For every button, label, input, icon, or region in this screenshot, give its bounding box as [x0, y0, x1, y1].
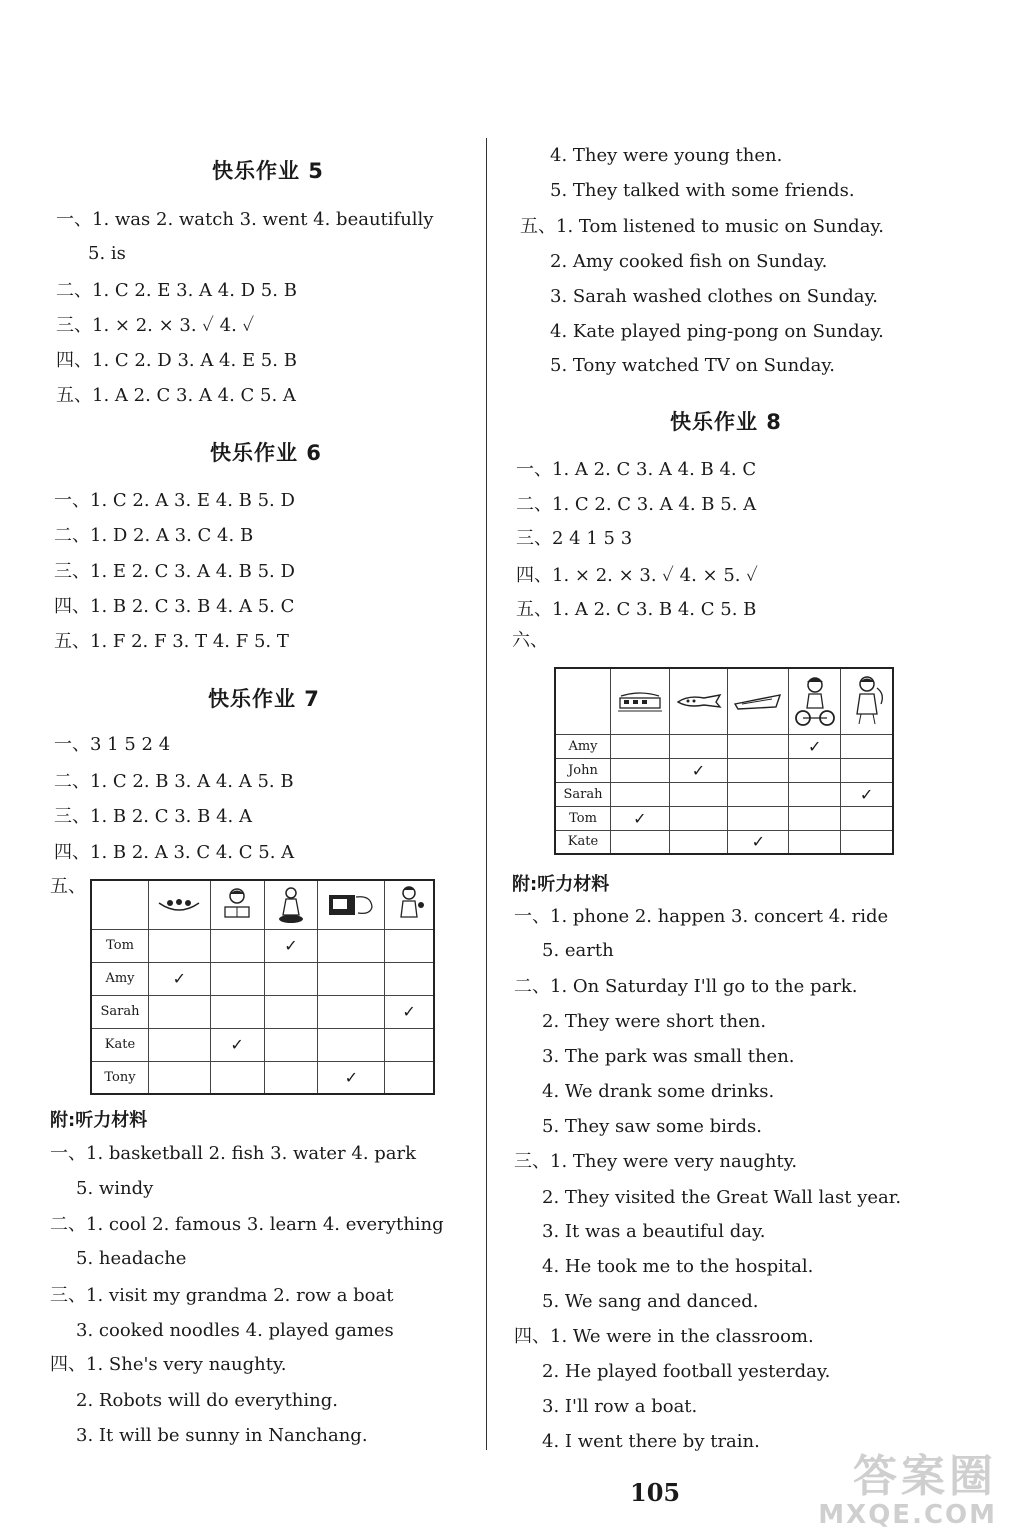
student-name-cell: Amy	[91, 962, 149, 995]
table-row	[555, 758, 893, 782]
answer-cell	[669, 806, 728, 830]
check-mark: ✓	[859, 784, 874, 804]
girl-washing-icon	[271, 885, 311, 925]
answer-line: 三、1. B 2. C 3. B 4. A	[54, 806, 252, 827]
listening-line: 2. Amy cooked fish on Sunday.	[550, 251, 828, 272]
picture-cell	[149, 880, 211, 929]
answer-cell	[210, 995, 264, 1028]
table-row	[91, 1028, 434, 1061]
answer-cell	[611, 782, 670, 806]
answer-cell	[669, 758, 728, 782]
picture-cell	[385, 880, 434, 929]
table-header-row	[555, 668, 893, 734]
answer-cell	[210, 1061, 264, 1094]
check-mark: ✓	[402, 1002, 416, 1021]
answer-line: 三、1. E 2. C 3. A 4. B 5. D	[54, 561, 295, 582]
answer-line: 一、1. C 2. A 3. E 4. B 5. D	[54, 490, 295, 511]
answer-cell	[728, 830, 789, 854]
listening-line: 4. We drank some drinks.	[542, 1081, 775, 1102]
listening-line: 一、1. basketball 2. fish 3. water 4. park	[50, 1143, 417, 1164]
table-label: 五、	[50, 876, 86, 897]
answer-cell	[318, 1028, 385, 1061]
ship-icon	[732, 689, 784, 713]
section-title-7: 快乐作业 7	[208, 687, 320, 711]
answer-cell	[728, 806, 789, 830]
answer-cell	[149, 995, 211, 1028]
answer-table-8	[554, 667, 894, 855]
answer-cell	[669, 734, 728, 758]
student-name-cell: Sarah	[91, 995, 149, 1028]
answer-cell	[789, 782, 841, 806]
listening-line: 5. headache	[76, 1248, 187, 1269]
table-label: 六、	[512, 630, 548, 651]
listening-line: 2. They visited the Great Wall last year.	[542, 1187, 902, 1208]
listening-line: 3. cooked noodles 4. played games	[76, 1320, 394, 1341]
check-mark: ✓	[284, 936, 298, 955]
answer-cell	[669, 782, 728, 806]
table-row	[91, 929, 434, 962]
answer-cell	[385, 929, 434, 962]
check-mark: ✓	[172, 969, 187, 988]
check-mark: ✓	[230, 1035, 244, 1054]
answer-cell	[841, 758, 893, 782]
listening-line: 3. I'll row a boat.	[542, 1396, 698, 1417]
listening-line: 三、1. visit my grandma 2. row a boat	[50, 1285, 394, 1306]
answer-line: 二、1. D 2. A 3. C 4. B	[54, 525, 254, 546]
listening-line: 3. It will be sunny in Nanchang.	[76, 1425, 368, 1446]
answer-line: 二、1. C 2. B 3. A 4. A 5. B	[54, 771, 294, 792]
train-icon	[615, 688, 665, 714]
answer-line: 四、1. C 2. D 3. A 4. E 5. B	[56, 350, 297, 371]
picture-cell	[841, 668, 893, 734]
answer-line: 五、1. F 2. F 3. T 4. F 5. T	[54, 631, 289, 652]
answer-line: 五、1. A 2. C 3. B 4. C 5. B	[516, 599, 757, 620]
answer-cell	[789, 758, 841, 782]
table-row	[555, 734, 893, 758]
check-mark: ✓	[344, 1067, 358, 1087]
answer-cell	[149, 929, 211, 962]
listening-line: 4. He took me to the hospital.	[542, 1256, 814, 1277]
listening-line: 5. windy	[76, 1178, 154, 1199]
picture-cell	[318, 880, 385, 929]
section-title-5: 快乐作业 5	[212, 159, 324, 183]
picture-cell	[611, 668, 670, 734]
table-corner-cell	[91, 880, 149, 929]
answer-cell	[210, 1028, 264, 1061]
watermark-logo	[818, 1451, 997, 1530]
listening-line: 三、1. They were very naughty.	[514, 1151, 798, 1172]
listening-line: 2. He played football yesterday.	[542, 1361, 831, 1382]
table-row	[91, 962, 434, 995]
table-row	[91, 1061, 434, 1094]
picture-cell	[210, 880, 264, 929]
answer-line: 四、1. B 2. C 3. B 4. A 5. C	[54, 596, 295, 617]
tv-icon	[326, 889, 376, 921]
picture-cell	[669, 668, 728, 734]
answer-cell	[611, 830, 670, 854]
student-name-cell: Tom	[555, 806, 611, 830]
answer-cell	[210, 962, 264, 995]
listening-line: 2. They were short then.	[542, 1011, 767, 1032]
student-name-cell: Kate	[91, 1028, 149, 1061]
answer-cell	[149, 962, 211, 995]
listening-line: 5. They talked with some friends.	[550, 180, 855, 201]
answer-cell	[318, 962, 385, 995]
answer-cell	[728, 734, 789, 758]
page-number: 105	[630, 1478, 681, 1507]
listening-line: 4. I went there by train.	[542, 1431, 760, 1452]
answer-line: 一、1. was 2. watch 3. went 4. beautifully	[56, 209, 434, 230]
answer-line: 三、2 4 1 5 3	[516, 528, 633, 549]
section-title-6: 快乐作业 6	[210, 441, 322, 465]
check-mark: ✓	[633, 808, 647, 828]
answer-cell	[789, 806, 841, 830]
plane-icon	[674, 689, 724, 713]
student-name-cell: Kate	[555, 830, 611, 854]
answer-line: 三、1. × 2. × 3. ✓ 4. ✓	[56, 315, 255, 336]
answer-cell	[149, 1061, 211, 1094]
answer-cell	[318, 1061, 385, 1094]
answer-cell	[210, 929, 264, 962]
student-name-cell: Tom	[91, 929, 149, 962]
answer-cell	[841, 734, 893, 758]
listening-line: 5. We sang and danced.	[542, 1291, 759, 1312]
child-pingpong-icon	[391, 885, 427, 925]
listening-line: 4. Kate played ping-pong on Sunday.	[550, 321, 884, 342]
answer-cell	[264, 1061, 318, 1094]
answer-cell	[385, 1061, 434, 1094]
table-row	[555, 806, 893, 830]
student-name-cell: Amy	[555, 734, 611, 758]
answer-line: 五、1. A 2. C 3. A 4. C 5. A	[56, 385, 296, 406]
answer-cell	[728, 782, 789, 806]
watermark-text: 答案圈	[853, 1451, 997, 1502]
answer-cell	[841, 830, 893, 854]
answer-table-7	[90, 879, 435, 1095]
listening-line: 二、1. cool 2. famous 3. learn 4. everything	[50, 1214, 444, 1235]
answer-cell	[318, 929, 385, 962]
answer-cell	[149, 1028, 211, 1061]
listening-line: 二、1. On Saturday I'll go to the park.	[514, 976, 858, 997]
answer-line: 二、1. C 2. E 3. A 4. D 5. B	[56, 280, 297, 301]
answer-cell	[841, 782, 893, 806]
answer-cell	[264, 962, 318, 995]
answer-line: 一、3 1 5 2 4	[54, 734, 171, 755]
answer-line: 四、1. B 2. A 3. C 4. C 5. A	[54, 842, 295, 863]
answer-line: 5. is	[88, 243, 126, 264]
listening-heading: 附:听力材料	[50, 1110, 148, 1131]
listening-line: 5. Tony watched TV on Sunday.	[550, 355, 835, 376]
table-corner-cell	[555, 668, 611, 734]
listening-heading: 附:听力材料	[512, 874, 610, 895]
watermark-url: MXQE.COM	[818, 1500, 997, 1530]
answer-cell	[841, 806, 893, 830]
table-header-row	[91, 880, 434, 929]
answer-cell	[264, 929, 318, 962]
student-name-cell: John	[555, 758, 611, 782]
table-row	[91, 995, 434, 1028]
answer-cell	[789, 734, 841, 758]
answer-line: 二、1. C 2. C 3. A 4. B 5. A	[516, 494, 757, 515]
answer-cell	[611, 734, 670, 758]
check-mark: ✓	[808, 736, 822, 756]
answer-cell	[669, 830, 728, 854]
table-row	[555, 830, 893, 854]
listening-line: 五、1. Tom listened to music on Sunday.	[520, 216, 884, 237]
picture-cell	[264, 880, 318, 929]
answer-line: 一、1. A 2. C 3. A 4. B 4. C	[516, 459, 757, 480]
answer-cell	[318, 995, 385, 1028]
listening-line: 4. They were young then.	[550, 145, 783, 166]
listening-line: 四、1. We were in the classroom.	[514, 1326, 814, 1347]
answer-cell	[385, 1028, 434, 1061]
table-row	[555, 782, 893, 806]
child-walking-icon	[845, 674, 889, 728]
answer-cell	[611, 758, 670, 782]
student-name-cell: Sarah	[555, 782, 611, 806]
answer-cell	[385, 962, 434, 995]
answer-cell	[264, 995, 318, 1028]
answer-line: 四、1. × 2. × 3. ✓ 4. × 5. ✓	[516, 565, 758, 586]
check-mark: ✓	[751, 832, 766, 852]
boat-icon	[156, 893, 202, 917]
listening-line: 3. It was a beautiful day.	[542, 1221, 766, 1242]
listening-line: 3. The park was small then.	[542, 1046, 795, 1067]
student-name-cell: Tony	[91, 1061, 149, 1094]
listening-line: 5. They saw some birds.	[542, 1116, 763, 1137]
column-divider	[486, 138, 487, 1450]
check-mark: ✓	[691, 760, 706, 780]
answer-cell	[385, 995, 434, 1028]
section-title-8: 快乐作业 8	[670, 410, 782, 434]
answer-cell	[611, 806, 670, 830]
listening-line: 5. earth	[542, 940, 614, 961]
picture-cell	[789, 668, 841, 734]
child-bike-icon	[793, 674, 837, 728]
answer-cell	[789, 830, 841, 854]
answer-cell	[728, 758, 789, 782]
girl-reading-icon	[217, 887, 257, 923]
listening-line: 四、1. She's very naughty.	[50, 1354, 287, 1375]
listening-line: 2. Robots will do everything.	[76, 1390, 338, 1411]
answer-cell	[264, 1028, 318, 1061]
picture-cell	[728, 668, 789, 734]
listening-line: 3. Sarah washed clothes on Sunday.	[550, 286, 879, 307]
listening-line: 一、1. phone 2. happen 3. concert 4. ride	[514, 906, 889, 927]
